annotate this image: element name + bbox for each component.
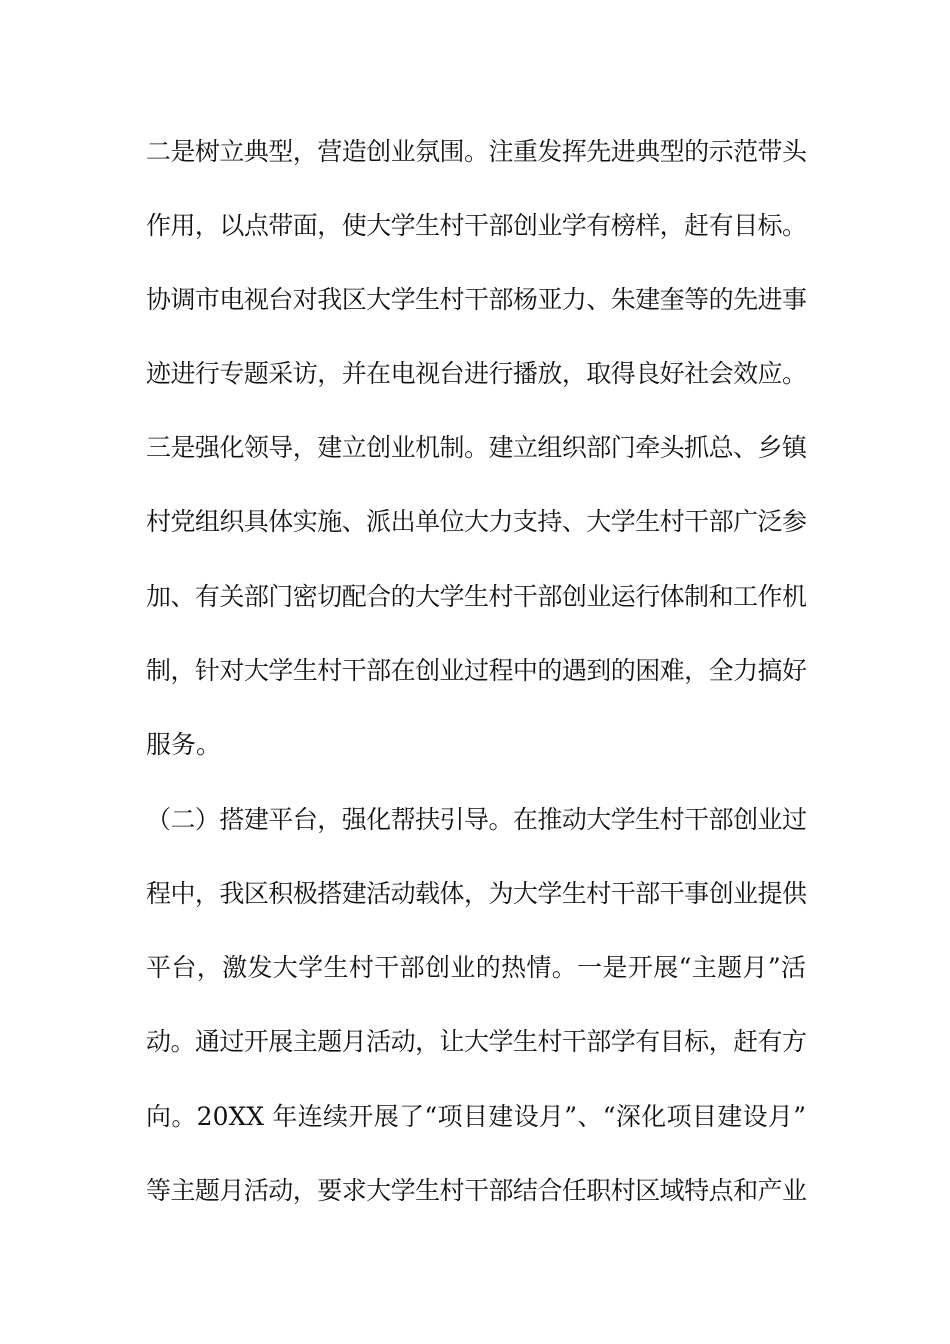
paragraph-line: 三是强化领导，建立创业机制。建立组织部门牵头抓总、乡镇 <box>146 433 806 462</box>
paragraph-line: 加、有关部门密切配合的大学生村干部创业运行体制和工作机 <box>146 582 806 611</box>
paragraph-line: 制，针对大学生村干部在创业过程中的遇到的困难，全力搞好 <box>146 656 806 685</box>
paragraph-line: 协调市电视台对我区大学生村干部杨亚力、朱建奎等的先进事 <box>146 285 806 314</box>
paragraph-line: 平台，激发大学生村干部创业的热情。一是开展“主题月”活 <box>146 953 806 982</box>
paragraph-line: 等主题月活动，要求大学生村干部结合任职村区域特点和产业 <box>146 1176 806 1205</box>
paragraph-line: 动。通过开展主题月活动，让大学生村干部学有目标，赶有方 <box>146 1027 806 1056</box>
paragraph-line: 作用，以点带面，使大学生村干部创业学有榜样，赶有目标。 <box>146 211 806 240</box>
section-heading-line: （二）搭建平台，强化帮扶引导。在推动大学生村干部创业过 <box>146 805 806 834</box>
paragraph-line: 迹进行专题采访，并在电视台进行播放，取得良好社会效应。 <box>146 359 806 388</box>
paragraph-line: 向。20XX 年连续开展了“项目建设月”、“深化项目建设月” <box>146 1102 806 1131</box>
paragraph-line: 服务。 <box>146 730 222 759</box>
paragraph-line: 村党组织具体实施、派出单位大力支持、大学生村干部广泛参 <box>146 507 806 536</box>
paragraph-line: 程中，我区积极搭建活动载体，为大学生村干部干事创业提供 <box>146 879 806 908</box>
paragraph-line: 二是树立典型，营造创业氛围。注重发挥先进典型的示范带头 <box>146 137 806 166</box>
